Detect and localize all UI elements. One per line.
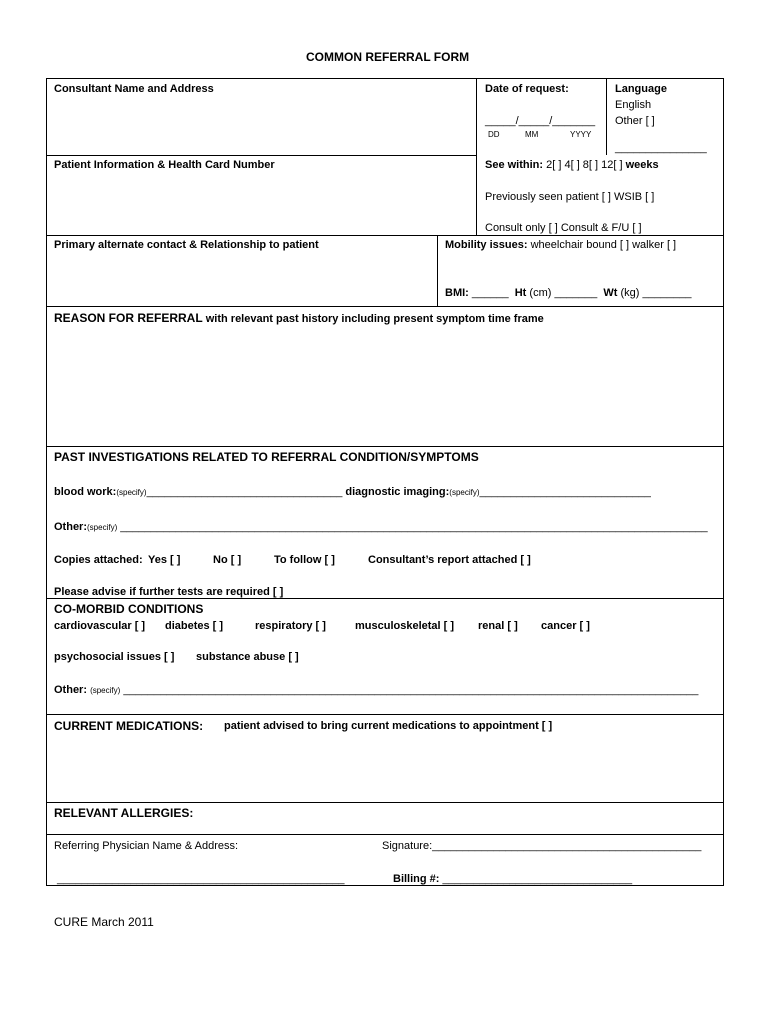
diagnostic-imaging-label: diagnostic imaging: (345, 486, 450, 498)
bmi-field[interactable]: ______ (471, 287, 509, 299)
comorbid-other-specify: (specify) (90, 686, 121, 695)
divider-mobility (437, 235, 438, 306)
billing-label: Billing #: (393, 873, 440, 885)
blood-work-field[interactable]: ________________________________ (146, 486, 343, 498)
reason-header (54, 311, 544, 326)
mobility-options[interactable]: wheelchair bound [ ] walker [ ] (530, 239, 677, 251)
comorbid-other-label: Other: (54, 684, 87, 696)
date-request-field[interactable]: _____/_____/_______ (485, 115, 596, 127)
wt-label: Wt (603, 287, 618, 299)
wt-field[interactable]: (kg) ________ (620, 287, 692, 299)
diagnostic-imaging-specify: (specify) (449, 488, 480, 497)
past-investigations-heading: PAST INVESTIGATIONS RELATED TO REFERRAL CONDITION/SYMPTOMS (54, 450, 479, 464)
comorbid-heading: CO-MORBID CONDITIONS (54, 602, 204, 616)
copies-attached-label: Copies attached: (54, 554, 143, 566)
renal-checkbox[interactable]: renal [ ] (478, 620, 518, 632)
consultant-label: Consultant Name and Address (54, 83, 214, 95)
allergies-bottom (46, 834, 724, 835)
form-title: COMMON REFERRAL FORM (306, 50, 470, 64)
mobility-row (445, 238, 676, 252)
see-within-options[interactable]: 2[ ] 4[ ] 8[ ] 12[ ] (546, 159, 623, 171)
respiratory-checkbox[interactable]: respiratory [ ] (255, 620, 326, 632)
cancer-checkbox[interactable]: cancer [ ] (541, 620, 590, 632)
mobility-label: Mobility issues: (445, 239, 528, 251)
investigations-other-row (54, 520, 708, 535)
comorbid-other-field[interactable]: ______________________________________________________________________________________________ (123, 684, 699, 696)
comorbid-bottom (46, 714, 724, 715)
language-other-option[interactable]: Other [ ] (615, 115, 655, 127)
billing-field[interactable]: _______________________________ (442, 873, 633, 885)
patient-info-field[interactable] (54, 174, 472, 232)
row2-bottom (46, 235, 724, 236)
consultant-field[interactable] (54, 98, 472, 152)
ht-label: Ht (514, 287, 527, 299)
reason-bottom (46, 446, 724, 447)
psychosocial-checkbox[interactable]: psychosocial issues [ ] (54, 651, 175, 663)
see-within-label: See within: (485, 159, 544, 171)
form-footer: CURE March 2011 (54, 915, 154, 929)
copies-follow-checkbox[interactable]: To follow [ ] (274, 554, 335, 566)
cardiovascular-checkbox[interactable]: cardiovascular [ ] (54, 620, 146, 632)
date-yyyy-label: YYYY (570, 130, 592, 139)
previously-seen-options[interactable]: Previously seen patient [ ] WSIB [ ] (485, 191, 655, 203)
form-left-border (46, 78, 47, 886)
language-label: Language (615, 83, 667, 95)
referring-physician-label: Referring Physician Name & Address: (54, 840, 239, 852)
form-top-border (46, 78, 724, 79)
musculoskeletal-checkbox[interactable]: musculoskeletal [ ] (355, 620, 455, 632)
allergies-heading: RELEVANT ALLERGIES: (54, 806, 194, 820)
signature-field[interactable]: Signature:____________________________________________ (382, 840, 702, 852)
substance-abuse-checkbox[interactable]: substance abuse [ ] (196, 651, 299, 663)
diagnostic-imaging-field[interactable]: ____________________________ (479, 486, 651, 498)
investigations-other-field[interactable]: ________________________________________________________________________________________________ (120, 521, 708, 533)
reason-sub: with relevant past history including present symptom time frame (205, 313, 544, 325)
diabetes-checkbox[interactable]: diabetes [ ] (165, 620, 224, 632)
blood-work-row (54, 485, 651, 500)
investigations-other-label: Other: (54, 521, 87, 533)
measurements-row (445, 286, 691, 300)
copies-yes-checkbox[interactable]: Yes [ ] (148, 554, 181, 566)
divider-right-column (476, 78, 477, 235)
blood-work-label: blood work: (54, 486, 117, 498)
form-right-border (723, 78, 724, 886)
reason-label: REASON FOR REFERRAL (54, 311, 203, 325)
date-request-label: Date of request: (485, 83, 569, 95)
language-english-option[interactable]: English (615, 99, 652, 111)
row1-bottom-left (46, 155, 477, 156)
reason-field[interactable] (54, 328, 718, 442)
billing-row (393, 872, 632, 886)
primary-contact-label: Primary alternate contact & Relationship to patient (54, 239, 319, 251)
date-mm-label: MM (525, 130, 539, 139)
blood-work-specify: (specify) (116, 488, 147, 497)
medications-advised-checkbox[interactable]: patient advised to bring current medications to appointment [ ] (224, 720, 553, 732)
ht-field[interactable]: (cm) _______ (529, 287, 598, 299)
copies-no-checkbox[interactable]: No [ ] (213, 554, 242, 566)
see-within-weeks: weeks (625, 159, 659, 171)
see-within-row (485, 158, 659, 172)
medications-field[interactable] (54, 736, 718, 798)
primary-contact-field[interactable] (54, 254, 432, 302)
investigations-other-specify: (specify) (87, 523, 118, 532)
patient-info-label: Patient Information & Health Card Number (54, 159, 275, 171)
advise-further-tests-checkbox[interactable]: Please advise if further tests are required [ ] (54, 586, 284, 598)
consultant-report-checkbox[interactable]: Consultant’s report attached [ ] (368, 554, 531, 566)
bmi-label: BMI: (445, 287, 469, 299)
divider-language (606, 78, 607, 155)
row3-bottom (46, 306, 724, 307)
referring-physician-field[interactable]: _______________________________________________ (57, 873, 345, 885)
language-other-field[interactable]: _______________ (615, 142, 707, 154)
medications-bottom (46, 802, 724, 803)
medications-heading: CURRENT MEDICATIONS: (54, 719, 204, 733)
date-dd-label: DD (488, 130, 500, 139)
comorbid-other-row (54, 683, 698, 698)
consult-options[interactable]: Consult only [ ] Consult & F/U [ ] (485, 222, 642, 234)
